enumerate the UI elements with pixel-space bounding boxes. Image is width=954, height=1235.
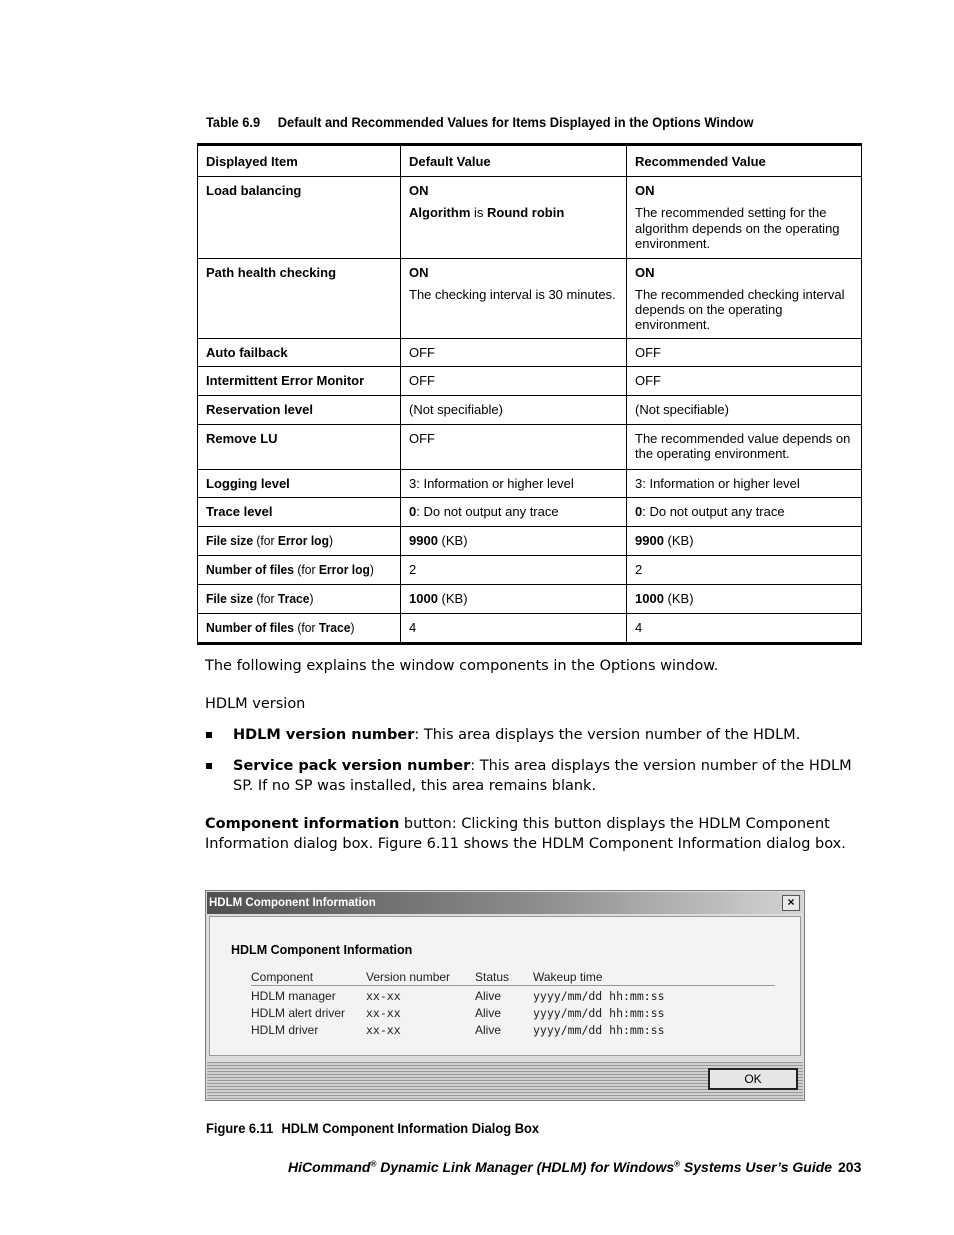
recommended-cell: OFF xyxy=(627,367,862,396)
item-cell: Path health checking xyxy=(198,259,401,339)
recommended-value-bold: 1000 xyxy=(635,591,664,606)
component-version: xx-xx xyxy=(366,989,401,1003)
item-cell xyxy=(198,585,401,614)
item-text: (for xyxy=(253,591,278,606)
default-cell xyxy=(401,177,627,259)
recommended-cell: The recommended value depends on the operating environment. xyxy=(627,425,862,470)
recommended-cell xyxy=(627,259,862,339)
component-status: Alive xyxy=(475,1006,502,1020)
recommended-cell xyxy=(627,498,862,527)
component-wakeup: yyyy/mm/dd hh:mm:ss xyxy=(533,989,665,1003)
default-cell xyxy=(401,527,627,556)
item-bold2: Trace xyxy=(277,591,310,606)
item-cell xyxy=(198,556,401,585)
column-header-displayed-item: Displayed Item xyxy=(198,145,401,177)
table-row xyxy=(198,556,862,585)
column-version-number: Version number xyxy=(366,970,451,984)
column-component: Component xyxy=(251,970,314,984)
table-caption-number: Table 6.9 xyxy=(206,114,261,130)
default-sub xyxy=(409,205,618,220)
recommended-value-text: (KB) xyxy=(663,533,694,548)
default-value: ON xyxy=(409,183,429,198)
default-cell xyxy=(401,585,627,614)
dialog-title-bar xyxy=(207,892,803,914)
panel-title: HDLM Component Information xyxy=(231,943,413,957)
component-version: xx-xx xyxy=(366,1023,401,1037)
table-row xyxy=(198,498,862,527)
item-bold: File size xyxy=(206,591,254,606)
item-text: (for xyxy=(294,562,319,577)
recommended-cell: (Not specifiable) xyxy=(627,396,862,425)
default-value: ON xyxy=(409,265,429,280)
component-name: HDLM manager xyxy=(251,989,336,1003)
table-row xyxy=(198,367,862,396)
registered-mark: ® xyxy=(370,1159,377,1169)
footer-brand: HiCommand xyxy=(288,1159,371,1175)
dialog-button-bar xyxy=(207,1062,803,1099)
item-text: (for xyxy=(253,533,278,548)
item-cell: Intermittent Error Monitor xyxy=(198,367,401,396)
default-value-text: (KB) xyxy=(437,533,468,548)
default-cell xyxy=(401,498,627,527)
default-sub-text: is xyxy=(470,205,488,220)
item-bold2: Error log xyxy=(318,562,370,577)
component-status: Alive xyxy=(475,1023,502,1037)
default-value-bold: 0 xyxy=(409,504,417,519)
recommended-cell: 2 xyxy=(627,556,862,585)
item-cell: Reservation level xyxy=(198,396,401,425)
component-name: HDLM driver xyxy=(251,1023,319,1037)
recommended-cell: 3: Information or higher level xyxy=(627,470,862,498)
recommended-value: ON xyxy=(635,183,655,198)
options-values-table xyxy=(197,143,862,645)
default-value-bold: 9900 xyxy=(409,533,438,548)
recommended-value-bold: 0 xyxy=(635,504,643,519)
item-text: (for xyxy=(294,620,319,635)
default-cell: OFF xyxy=(401,425,627,470)
column-wakeup-time: Wakeup time xyxy=(533,970,603,984)
bullet-text: : This area displays the version number of the HDLM. xyxy=(414,727,801,743)
bullet-term: HDLM version number xyxy=(233,727,415,743)
table-row xyxy=(198,259,862,339)
bullet-square-icon xyxy=(206,763,212,769)
component-info-text: button: Clicking this button displays the HDLM Component Information dialog box. Figure 6.11 shows the HDLM Component Information dialog box. xyxy=(205,816,846,852)
hdlm-version-heading: HDLM version xyxy=(205,696,306,712)
item-cell xyxy=(198,527,401,556)
column-status: Status xyxy=(475,970,510,984)
ok-button[interactable]: OK xyxy=(708,1068,798,1090)
default-sub-bold2: Round robin xyxy=(487,205,565,220)
bullet-service-pack-version xyxy=(205,756,855,796)
item-cell: Logging level xyxy=(198,470,401,498)
close-button[interactable]: × xyxy=(782,895,800,911)
recommended-value-text: (KB) xyxy=(663,591,694,606)
intro-paragraph: The following explains the window components in the Options window. xyxy=(205,658,719,674)
default-value-bold: 1000 xyxy=(409,591,438,606)
hdlm-component-information-dialog xyxy=(205,890,805,1101)
page-footer-title xyxy=(288,1159,832,1175)
table-row xyxy=(198,339,862,367)
component-version: xx-xx xyxy=(366,1006,401,1020)
component-wakeup: yyyy/mm/dd hh:mm:ss xyxy=(533,1006,665,1020)
default-cell: 2 xyxy=(401,556,627,585)
item-cell: Auto failback xyxy=(198,339,401,367)
recommended-value-text: : Do not output any trace xyxy=(642,504,785,519)
item-bold2: Error log xyxy=(277,533,329,548)
default-value-text: (KB) xyxy=(437,591,468,606)
table-row xyxy=(198,585,862,614)
dialog-content-panel xyxy=(209,916,801,1056)
component-status: Alive xyxy=(475,989,502,1003)
list-item xyxy=(251,1022,775,1039)
component-wakeup: yyyy/mm/dd hh:mm:ss xyxy=(533,1023,665,1037)
item-cell xyxy=(198,614,401,644)
default-cell: 3: Information or higher level xyxy=(401,470,627,498)
table-row xyxy=(198,470,862,498)
column-header-default-value: Default Value xyxy=(401,145,627,177)
table-row xyxy=(198,425,862,470)
bullet-hdlm-version-number xyxy=(205,725,855,745)
default-cell: OFF xyxy=(401,367,627,396)
item-text2: ) xyxy=(369,562,374,577)
recommended-sub: The recommended setting for the algorithm depends on the operating environment. xyxy=(635,205,840,251)
table-row xyxy=(198,396,862,425)
bullet-text: : This area displays the version number of the HDLM SP. If no SP was installed, this area remains blank. xyxy=(233,758,852,794)
item-cell: Trace level xyxy=(198,498,401,527)
default-sub: The checking interval is 30 minutes. xyxy=(409,287,616,302)
item-cell: Remove LU xyxy=(198,425,401,470)
page-number: 203 xyxy=(838,1159,862,1175)
component-list-header xyxy=(251,969,775,986)
footer-middle: Dynamic Link Manager (HDLM) for Windows xyxy=(376,1159,675,1175)
figure-title: HDLM Component Information Dialog Box xyxy=(281,1120,540,1136)
list-item xyxy=(251,988,775,1005)
recommended-cell xyxy=(627,585,862,614)
item-bold: File size xyxy=(206,533,254,548)
table-row xyxy=(198,527,862,556)
bullet-term: Service pack version number xyxy=(233,758,471,774)
item-bold2: Trace xyxy=(318,620,351,635)
figure-caption xyxy=(206,1120,539,1136)
default-cell: 4 xyxy=(401,614,627,644)
recommended-value-bold: 9900 xyxy=(635,533,664,548)
item-cell: Load balancing xyxy=(198,177,401,259)
figure-number: Figure 6.11 xyxy=(206,1120,274,1136)
table-header-row xyxy=(198,145,862,177)
footer-end: Systems User’s Guide xyxy=(680,1159,833,1175)
component-name: HDLM alert driver xyxy=(251,1006,346,1020)
item-bold: Number of files xyxy=(206,562,295,577)
default-cell: (Not specifiable) xyxy=(401,396,627,425)
table-caption xyxy=(206,114,754,130)
item-bold: Number of files xyxy=(206,620,295,635)
default-cell xyxy=(401,259,627,339)
item-text2: ) xyxy=(328,533,334,548)
bullet-square-icon xyxy=(206,732,212,738)
dialog-title: HDLM Component Information xyxy=(209,897,376,909)
recommended-sub: The recommended checking interval depends on the operating environment. xyxy=(635,287,845,332)
item-text2: ) xyxy=(309,591,314,606)
item-text2: ) xyxy=(350,620,355,635)
recommended-cell xyxy=(627,527,862,556)
column-header-recommended-value: Recommended Value xyxy=(627,145,862,177)
component-info-term: Component information xyxy=(205,816,400,832)
default-cell: OFF xyxy=(401,339,627,367)
table-caption-title: Default and Recommended Values for Items Displayed in the Options Window xyxy=(277,114,754,130)
default-value-text: : Do not output any trace xyxy=(416,504,559,519)
recommended-cell xyxy=(627,177,862,259)
recommended-cell: 4 xyxy=(627,614,862,644)
component-info-paragraph xyxy=(205,814,855,854)
table-row xyxy=(198,177,862,259)
default-sub-bold: Algorithm xyxy=(409,205,471,220)
recommended-value: ON xyxy=(635,265,655,280)
component-list xyxy=(251,969,775,1039)
list-item xyxy=(251,1005,775,1022)
recommended-cell: OFF xyxy=(627,339,862,367)
table-row xyxy=(198,614,862,644)
registered-mark: ® xyxy=(674,1159,681,1169)
